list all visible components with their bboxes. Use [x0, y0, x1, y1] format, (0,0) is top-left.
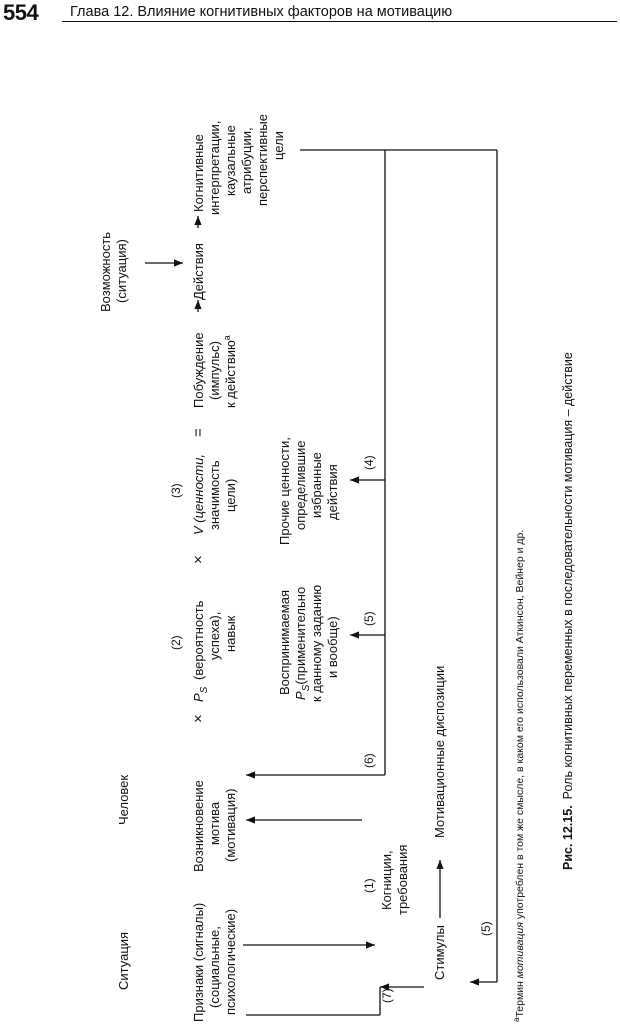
other-values-line-2: определившие — [293, 440, 308, 530]
label-situation: Ситуация — [116, 931, 131, 990]
value-line-3: цели) — [223, 478, 238, 512]
cognitions-line-2: требования — [395, 844, 410, 915]
operator-times-2: × — [190, 555, 207, 564]
motive-line-3: (мотивация) — [223, 788, 238, 862]
ps-symbol: $P_S$ — [191, 686, 210, 702]
value-line-1: V (ценности, — [191, 454, 206, 535]
other-values-line-3: избранные — [309, 452, 324, 518]
number-5-lower: (5) — [479, 921, 493, 936]
other-values-line-4: действия — [325, 464, 340, 520]
operator-times-1: × — [190, 714, 207, 723]
page-number: 554 — [3, 0, 39, 25]
perceived-line-3: к данному заданию — [309, 584, 324, 702]
number-6: (6) — [362, 753, 376, 768]
motive-line-1: Возникновение — [191, 780, 206, 872]
cognitions-line-1: Когниции, — [379, 850, 394, 910]
cues-line-3: психологические) — [223, 908, 238, 1015]
footnote: $^а$Термин мотивация употреблен в том же смысле, в каком его использовали Аткинсон, Вейнер и др. — [512, 529, 526, 1022]
urge-line-1: Побуждение — [191, 332, 206, 408]
label-dispositions: Мотивационные диспозиции — [432, 665, 447, 838]
perceived-line-1: Воспринимаемая — [277, 590, 292, 695]
chapter-title: Глава 12. Влияние когнитивных факторов на мотивацию — [70, 4, 453, 20]
urge-line-2: (импульс) — [207, 341, 222, 400]
ps-line-1: (вероятность — [191, 600, 206, 680]
number-3: (3) — [169, 483, 183, 498]
label-action: Действия — [191, 243, 206, 300]
cognitive-line-3: каузальные — [223, 125, 238, 196]
operator-equals: = — [190, 428, 207, 437]
figure-caption: Рис. 12.15.Роль когнитивных переменных в последовательности мотивация – действие — [561, 352, 575, 870]
perceived-line-2: $P_S(применительно$ — [293, 586, 312, 700]
cues-line-1: Признаки (сигналы) — [191, 902, 206, 1022]
cognitive-line-1: Когнитивные — [191, 134, 206, 212]
ps-line-3: навык — [223, 615, 238, 652]
label-person: Человек — [116, 774, 131, 825]
number-4: (4) — [362, 455, 376, 470]
motive-line-2: мотива — [207, 801, 222, 845]
cognitive-line-5: перспективные — [255, 114, 270, 206]
cognitive-line-2: интерпретации, — [207, 120, 222, 215]
ps-line-2: успеха), — [207, 611, 222, 660]
cognitive-line-4: атрибуции, — [239, 127, 254, 194]
other-values-line-1: Прочие ценности, — [277, 437, 292, 545]
label-opportunity-2: (ситуация) — [114, 239, 129, 303]
number-7: (7) — [380, 988, 394, 1003]
number-1: (1) — [362, 878, 376, 893]
urge-line-3: к действию$^а$ — [222, 335, 238, 408]
cognitive-line-6: цели — [271, 131, 286, 160]
number-2: (2) — [169, 635, 183, 650]
cues-line-2: (социальные, — [207, 926, 222, 1008]
label-opportunity-1: Возможность — [98, 231, 113, 312]
value-line-2: значимость — [207, 460, 222, 530]
label-stimuli: Стимулы — [432, 925, 447, 980]
perceived-line-4: и вообще) — [325, 616, 340, 678]
number-5: (5) — [362, 611, 376, 626]
